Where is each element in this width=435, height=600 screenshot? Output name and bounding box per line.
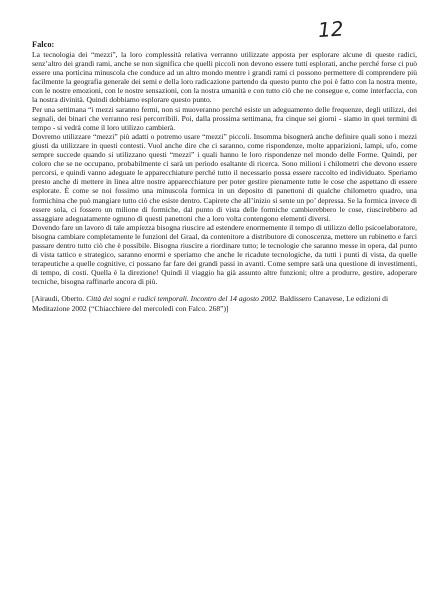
handwritten-page-number: 12 — [317, 16, 345, 43]
citation-title: Città dei sogni e radici temporali. Incontro del 14 agosto 2002. — [86, 294, 278, 304]
paragraph-4: Dovendo fare un lavoro di tale ampiezza bisogna riuscire ad estendere enormemente il tempo di utilizzo dello psicoelaboratore, bisogna cambiare completamente le funzioni del Graal, da contenitore a distributore di conoscenza, mettere un rubinetto e farci passare dentro tutto ciò che è possibile. Bisogna riuscire a riordinare tutto; le tecnologie che saranno messe in opera, dal punto di vista tattico e strategico, saranno enormi e speriamo che anche le ricadute tecnologiche, da tutti i punti di vista, da quelle terapeutiche a quelle cognitive, ci possano far fare dei grandi passi in avanti. Come sempre sarà una questione di investimenti, di tempo, di costi. Quella è la direzione! Quindi il viaggio ha già assunto altre funzioni; oltre a produrre, gestire, adoperare tecniche, bisogna raffinarle ancora di più. — [32, 222, 417, 287]
paragraph-1: La tecnologia dei “mezzi”, la loro complessità relativa verranno utilizzate apposta per esplorare alcune di queste radici, senz’altro dei grandi rami, anche se non significa che quelli piccoli non devono essere tutti esplorati, anche perché forse ci può essere una porticina minuscola che conduce ad un altro mondo mentre i grandi rami ci possono permettere di comprendere più facilmente la geografia generale dei semi e della loro radicazione partendo da questo punto che poi è fatto con la nostra mente, con le nostre emozioni, con le nostre sensazioni, con la nostra umanità e con tutto ciò che ne consegue e, come interfaccia, con la nostra divinità. Quindi dobbiamo esplorare questo punto. — [32, 50, 417, 105]
speaker-label: Falco: — [32, 40, 55, 49]
paragraph-2: Per una settimana “i mezzi saranno fermi, non si muoveranno perché esiste un adeguamento delle frequenze, degli utilizzi, dei segnali, dei binari che verranno resi percorribili. Poi, dalla prossima settimana, fra cinque sei giorni - siamo in quei termini di tempo - si vedrà come il loro utilizzo cambierà. — [32, 104, 417, 132]
document-body — [32, 40, 417, 313]
paragraph-3: Dovremo utilizzare “mezzi” più adatti o potremo usare “mezzi” piccoli. Insomma bisognerà anche definire quali sono i mezzi giusti da utilizzare in questi contesti. Vuol anche dire che ci saranno, come rispondenze, molte apparizioni, lampi, ufo, come sempre succede quando si utilizzano questi “mezzi” i quali hanno le loro rispondenze nel mondo delle Forme. Quindi, per coloro che se ne occupano, probabilmente ci sarà un periodo esaltante di ricerca. Sono milioni i chilometri che devono essere percorsi, e quindi vanno adeguate le apparecchiature perché tutto il necessario possa essere raccolto ed individuato. Speriamo presto anche di mettere in linea altre nostre apparecchiature per poter gestire pienamente tutte le cose che aspettano di essere esplorate. È come se noi fossimo una minuscola formica in un deposito di panettoni di qualche chilometro quadro, una formichina che può mangiare tutto ciò che esiste dentro. Capirete che all’inizio si sente un po’ depressa. Se la formica invece di essere sola, ci fossero un milione di formiche, dal punto di vista delle formiche cambierebbero le cose, riuscirebbero ad assaggiare adeguatamente ognuno di questi panettoni che a loro volta contengono elementi diversi. — [32, 131, 417, 223]
citation — [32, 294, 417, 313]
citation-suffix: Baldissero Canavese, Le edizioni di Meditazione 2002 (“Chiacchiere del mercoledì con Falco. 268”)] — [32, 294, 389, 313]
citation-prefix: [Airaudi, Oberto. — [32, 294, 85, 304]
